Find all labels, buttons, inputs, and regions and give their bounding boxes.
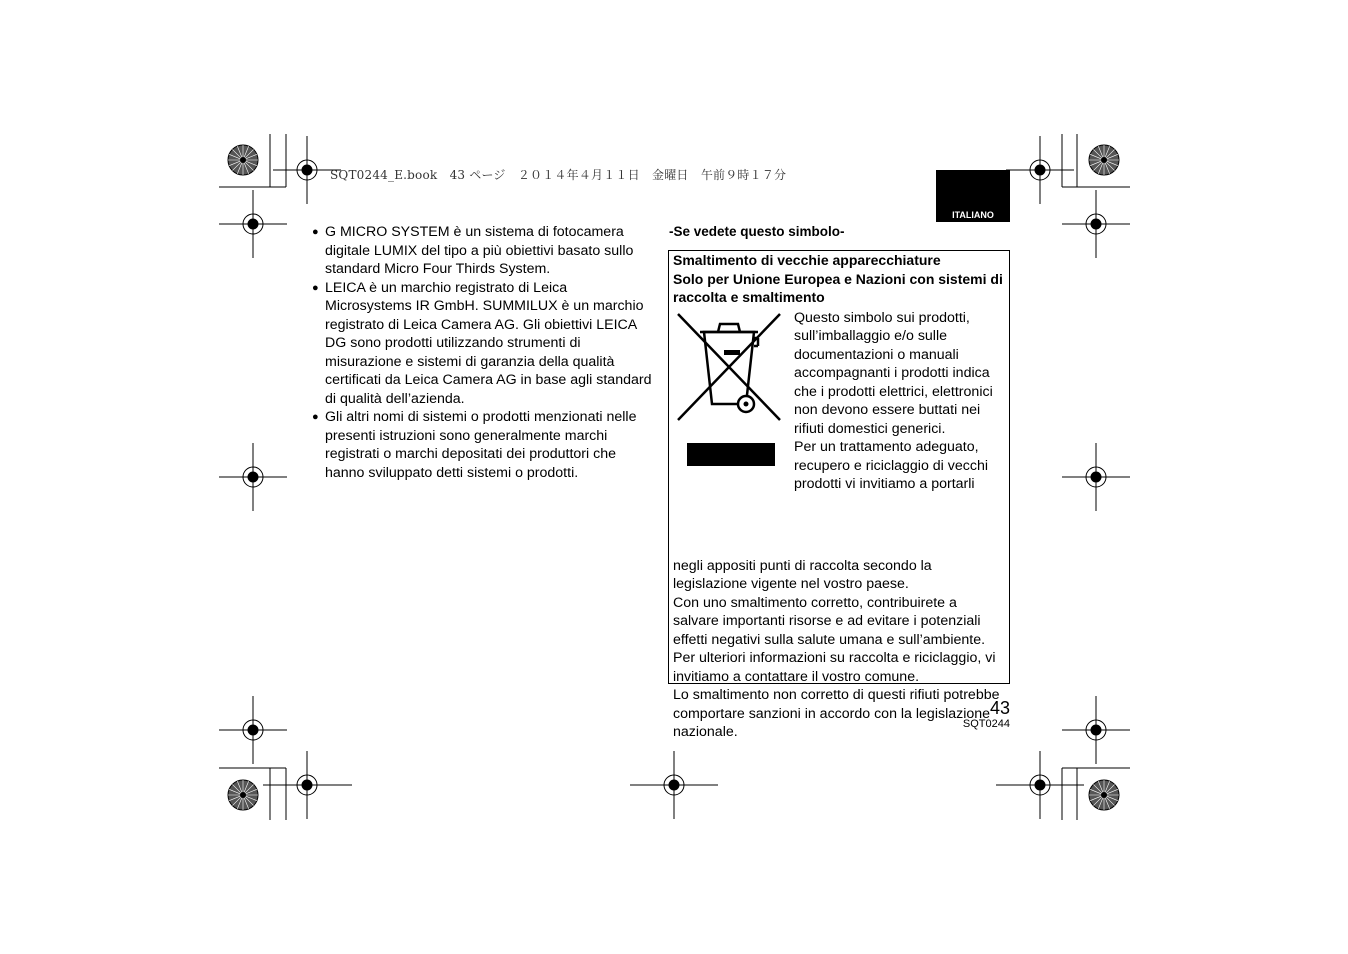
bullet-icon: ● <box>312 226 319 238</box>
bullet-icon: ● <box>312 281 319 294</box>
bullet-icon: ● <box>312 411 319 423</box>
list-item: ● G MICRO SYSTEM è un sistema di fotocamera digitale LUMIX del tipo a più obiettivi basato sullo standard Micro Four Thirds System. <box>312 224 634 277</box>
list-item: ● Gli altri nomi di sistemi o prodotti menzionati nelle presenti istruzioni sono generalmente marchi registrati o marchi depositati dei produttori che hanno sviluppato detti sistemi o prodotti. <box>312 409 637 481</box>
notice-paragraph: Lo smaltimento non corretto di questi rifiuti potrebbe comportare sanzioni in accordo con la legislazione nazionale. <box>673 687 1000 740</box>
crossed-out-wheelie-bin-icon <box>674 312 784 424</box>
print-header: SQT0244_E.book 43 ページ ２０１４年４月１１日 金曜日 午前９時１７分 <box>330 168 787 182</box>
language-tab <box>936 170 1010 222</box>
language-tab-label: ITALIANO <box>952 210 994 220</box>
notice-intro-text: Questo simbolo sui prodotti, sull’imballaggio e/o sulle documentazioni o manuali accompagnanti i prodotti indica che i prodotti elettrici, elettronici non devono essere buttati nei rifiuti domestici generici. Per un trattamento adeguato, recupero e riciclaggio di vecchi prodotti vi invitiamo a portarli <box>794 309 993 492</box>
document-code: SQT0244 <box>962 718 1010 730</box>
trademark-list <box>312 223 654 482</box>
section-heading: -Se vedete questo simbolo- <box>669 224 845 239</box>
notice-title: Smaltimento di vecchie apparecchiature <box>673 252 941 268</box>
notice-paragraph: Per ulteriori informazioni su raccolta e riciclaggio, vi invitiamo a contattare il vostro comune. <box>673 650 996 685</box>
page-number: 43 <box>989 698 1010 718</box>
notice-subtitle: Solo per Unione Europea e Nazioni con sistemi di raccolta e smaltimento <box>673 270 1003 305</box>
notice-paragraph: negli appositi punti di raccolta secondo la legislazione vigente nel vostro paese. <box>673 557 932 592</box>
list-item: ● LEICA è un marchio registrato di Leica Microsystems IR GmbH. SUMMILUX è un marchio registrato di Leica Camera AG. Gli obiettivi LEICA DG sono prodotti utilizzando strumenti di misurazione e sistemi di garanzia della qualità certificati da Leica Camera AG in base agli standard di qualità dell’azienda. <box>312 279 652 407</box>
bin-underline-bar <box>687 443 775 466</box>
notice-paragraph: Con uno smaltimento corretto, contribuirete a salvare importanti risorse e ad evitare i potenziali effetti negativi sulla salute umana e sull’ambiente. <box>673 594 986 648</box>
notice-intro <box>673 309 1005 557</box>
